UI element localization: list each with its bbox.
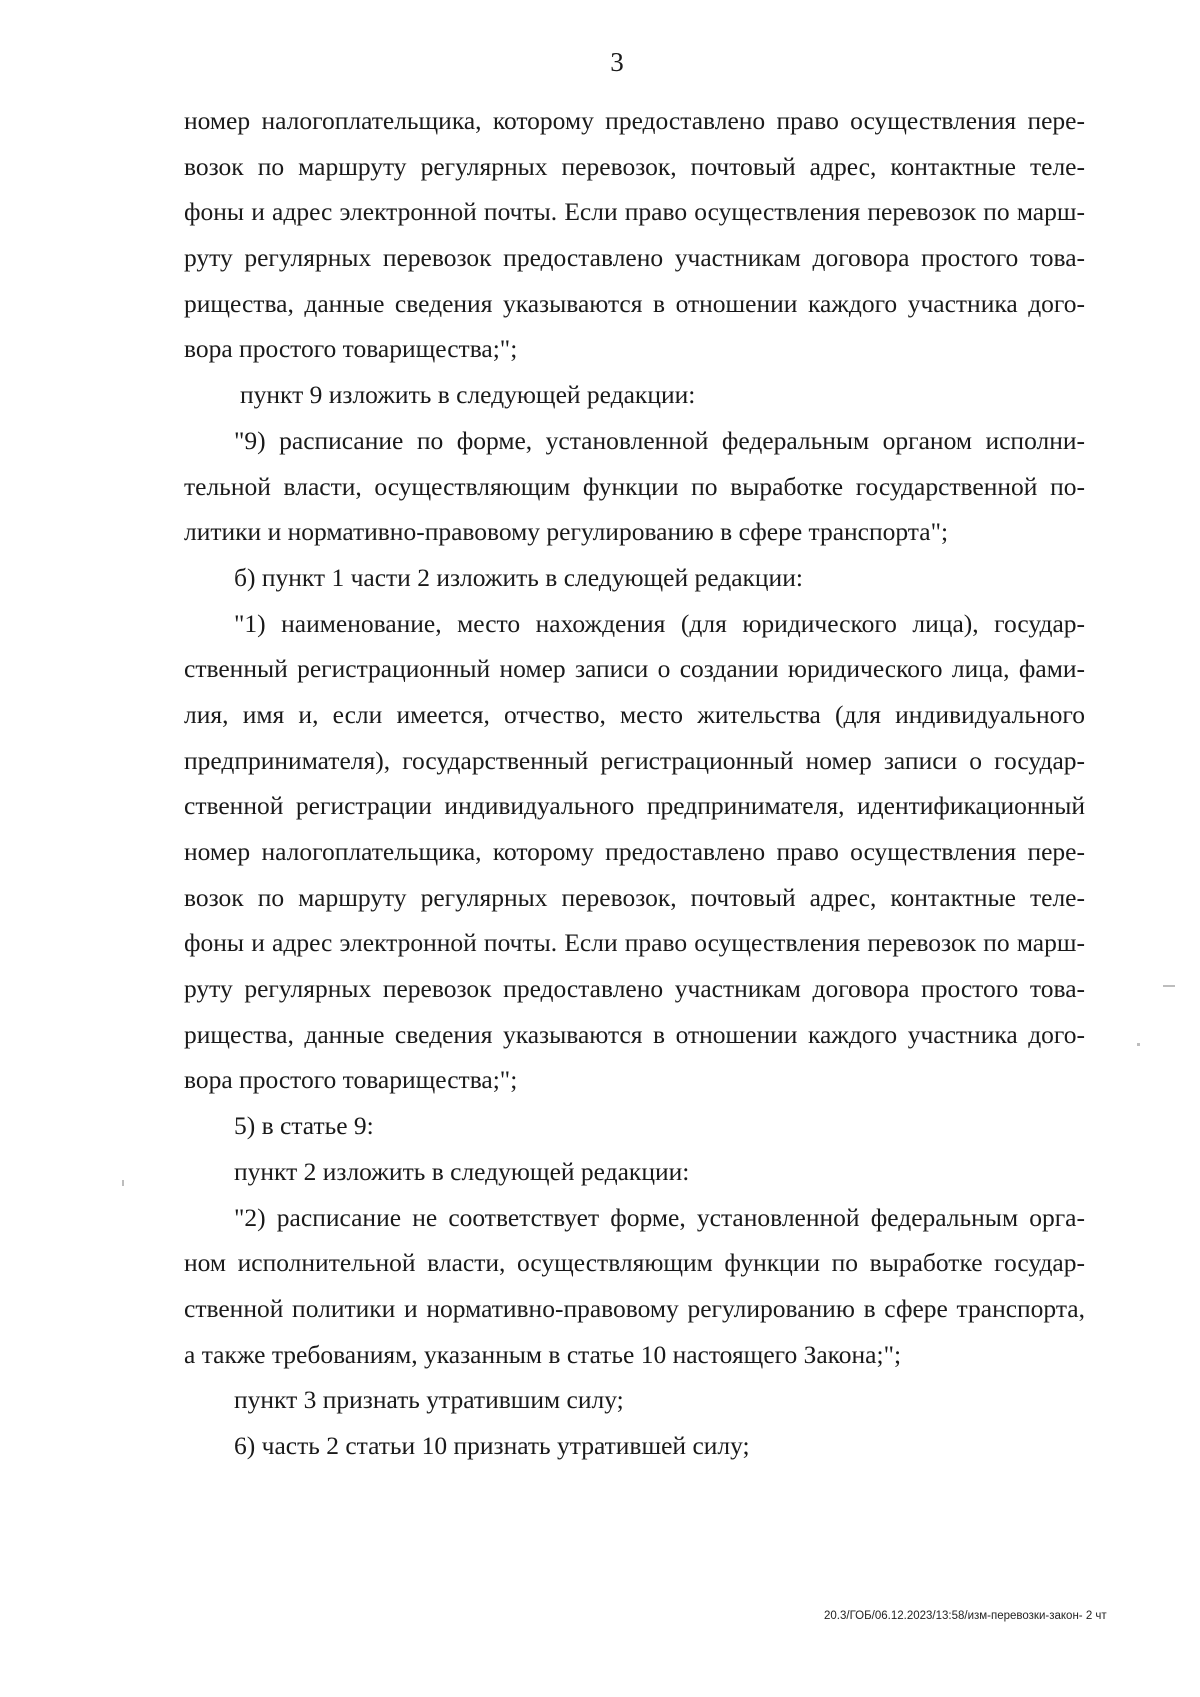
document-body [184, 98, 1085, 1469]
scan-artifact [122, 1180, 124, 1186]
text-line: рищества, данные сведения указываются в отношении каждого участника дого- [184, 1019, 1085, 1049]
paragraph-start: "1) наименование, место нахождения (для юридического лица), государ- [234, 608, 1085, 638]
text-line: ном исполнительной власти, осуществляющим функции по выработке государ- [184, 1248, 1085, 1278]
text-line: литики и нормативно-правовому регулированию в сфере транспорта"; [184, 517, 949, 547]
text-line: вора простого товарищества;"; [184, 1065, 518, 1095]
paragraph-start: б) пункт 1 части 2 изложить в следующей редакции: [234, 562, 803, 592]
text-line: возок по маршруту регулярных перевозок, почтовый адрес, контактные теле- [184, 151, 1085, 181]
text-line: лия, имя и, если имеется, отчество, место жительства (для индивидуального [184, 699, 1085, 729]
text-line: а также требованиям, указанным в статье 10 настоящего Закона;"; [184, 1339, 902, 1369]
paragraph-start: "9) расписание по форме, установленной федеральным органом исполни- [234, 425, 1085, 455]
paragraph-start: "2) расписание не соответствует форме, установленной федеральным орга- [234, 1202, 1085, 1232]
text-line: предпринимателя), государственный регистрационный номер записи о государ- [184, 745, 1085, 775]
text-line: рищества, данные сведения указываются в отношении каждого участника дого- [184, 288, 1085, 318]
scan-artifact [1137, 1043, 1140, 1046]
paragraph-start: 5) в статье 9: [234, 1111, 374, 1141]
text-line: ственной политики и нормативно-правовому регулированию в сфере транспорта, [184, 1293, 1085, 1323]
text-line: ственный регистрационный номер записи о создании юридического лица, фами- [184, 654, 1085, 684]
paragraph-start: пункт 9 изложить в следующей редакции: [240, 380, 696, 410]
text-line: тельной власти, осуществляющим функции по выработке государственной по- [184, 471, 1085, 501]
text-line: номер налогоплательщика, которому предоставлено право осуществления пере- [184, 106, 1085, 135]
text-line: вора простого товарищества;"; [184, 334, 518, 364]
page-number: 3 [610, 47, 624, 77]
scan-artifact [1163, 985, 1175, 987]
text-line: номер налогоплательщика, которому предоставлено право осуществления пере- [184, 837, 1085, 866]
text-line: фоны и адрес электронной почты. Если право осуществления перевозок по марш- [184, 928, 1085, 958]
text-line: фоны и адрес электронной почты. Если право осуществления перевозок по марш- [184, 197, 1085, 227]
paragraph-start: пункт 2 изложить в следующей редакции: [234, 1156, 690, 1186]
text-line: возок по маршруту регулярных перевозок, почтовый адрес, контактные теле- [184, 882, 1085, 912]
paragraph-start: пункт 3 признать утратившим силу; [234, 1385, 624, 1415]
document-footer-code: 20.3/ГОБ/06.12.2023/13:58/изм-перевозки-закон- 2 чт [824, 1610, 1107, 1622]
text-line: руту регулярных перевозок предоставлено участникам договора простого това- [184, 974, 1085, 1004]
text-line: руту регулярных перевозок предоставлено участникам договора простого това- [184, 243, 1085, 273]
text-line: ственной регистрации индивидуального предпринимателя, идентификационный [184, 791, 1085, 821]
paragraph-start: 6) часть 2 статьи 10 признать утратившей силу; [234, 1430, 750, 1460]
